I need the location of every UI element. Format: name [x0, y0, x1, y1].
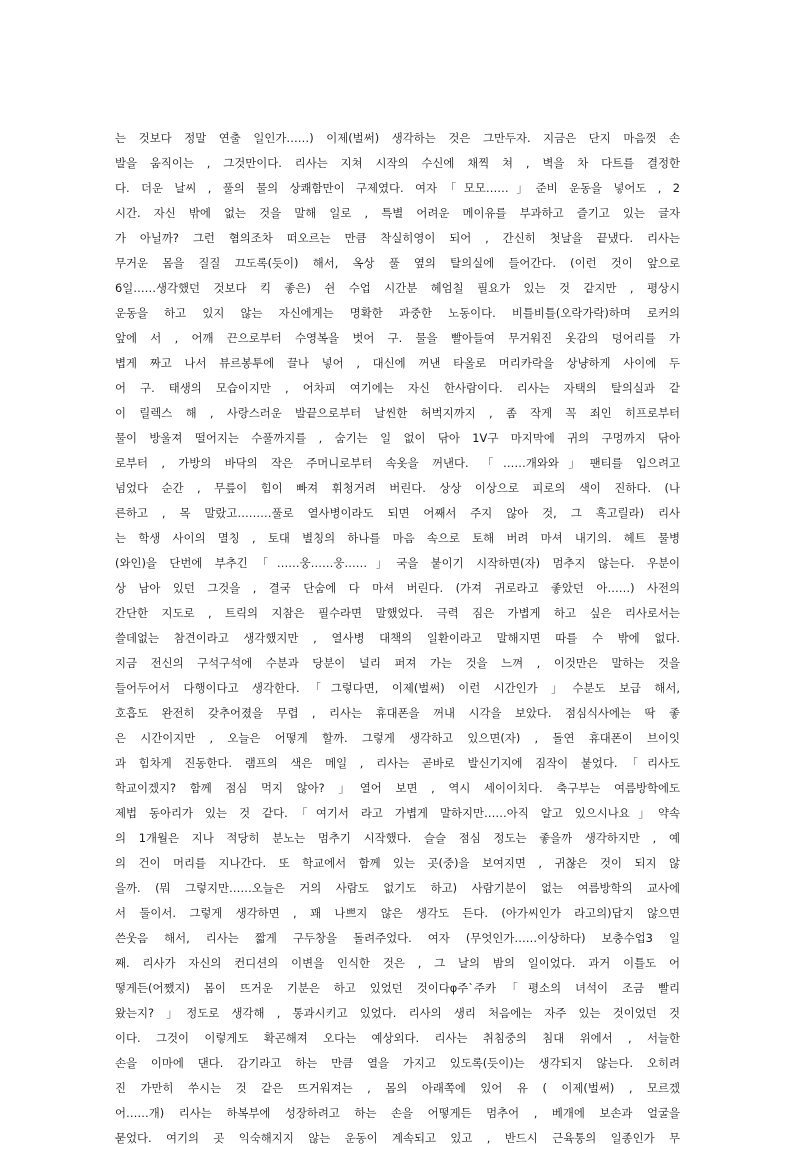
text-line: 이다. 그것이 이렇게도 확곤해져 오다는 예상외다. 리사는 취침중의 침대 위에서 , 서늘한 — [115, 1031, 680, 1045]
text-line: 떻게든(어쨌지) 몸이 뜨거운 기분은 하고 있었던 것이다φ주`주카「평소의 녀석이 조금 빨리 — [115, 981, 680, 995]
text-line: 로부터 , 가방의 바닥의 작은 주머니로부터 속옷을 꺼낸다. 「……개와와」팬티를 입으려고 — [115, 456, 680, 470]
text-line: 는 것보다 정말 연출 일인가……) 이제(벌써) 생각하는 것은 그만두자. 지금은 단지 마음껏 손 — [115, 131, 680, 145]
text-line: 을까. (뭐 그렇지만……오늘은 거의 사람도 없기도 하고) 사람기분이 없는 여름방학의 교사에 — [115, 881, 680, 895]
text-line: 들어두어서 다행이다고 생각한다.「그렇다면, 이제(벌써) 이런 시간인가 」수분도 보급 해서, — [115, 681, 680, 695]
text-line: 가 아닐까? 그런 혐의조차 떠오르는 만큼 착실히영이 되어 , 간신히 첫날을 끝냈다. 리사는 — [115, 231, 680, 245]
text-line: 의 건이 머리를 지나간다. 또 학교에서 함께 있는 곳(중)을 보여지면 , 귀찮은 것이 되지 않 — [115, 856, 680, 870]
text-line: 볍게 짜고 나서 뷰르봉투에 끌나 넣어 , 대신에 꺼낸 타올로 머리카락을 상냥하게 사이에 두 — [115, 356, 680, 370]
text-line: (와인)을 단번에 부추긴「……웅……웅……」국을 붙이기 시작하면(자) 멈추지 않는다. 우분이 — [115, 556, 680, 570]
body-text — [115, 126, 680, 1151]
text-line: 지금 전신의 구석구석에 수분과 당분이 널리 퍼져 가는 것을 느껴 , 이것만은 말하는 것을 — [115, 656, 680, 670]
text-line: 른하고 , 목 말랐고………풀로 열사병이라도 되면 어째서 주지 않아 것, 그 흑고릴라) 리사 — [115, 506, 680, 520]
text-line: 쓸데없는 참견이라고 생각했지만 , 열사병 대책의 일환이라고 말해지면 따를 수 밖에 없다. — [115, 631, 680, 645]
text-line: 상 남아 있던 그것을 , 결국 단숨에 다 마셔 버린다. (가져 귀로라고 좋았던 아……) 사전의 — [115, 581, 680, 595]
text-line: 무거운 몸을 질질 끄도록(듯이) 해서, 옥상 풀 옆의 탈의실에 들어간다. (이런 것이 앞으로 — [115, 256, 680, 270]
text-line: 시간. 자신 밖에 없는 것을 말해 일로 , 특별 어려운 메이유를 부과하고 즐기고 있는 글자 — [115, 206, 680, 220]
text-line: 간단한 지도로 , 트릭의 지참은 필수라면 말했었다. 극력 짐은 가볍게 하고 싶은 리사로서는 — [115, 606, 680, 620]
text-line: 호흡도 완전히 갖추어졌을 무렵 , 리사는 휴대폰을 꺼내 시각을 보았다. 점심식사에는 딱 좋 — [115, 706, 680, 720]
text-line: 어……개) 리사는 하복부에 성장하려고 하는 손을 어떻게든 멈추어 , 베개에 보손과 얼굴을 — [115, 1106, 680, 1120]
text-line: 발을 움직이는 , 그것만이다. 리사는 지쳐 시작의 수신에 채찍 쳐 , 벽을 차 다트를 결정한 — [115, 156, 680, 170]
text-line: 째. 리사가 자신의 컨디션의 이변을 인식한 것은 , 그 날의 밤의 일이었다. 과거 이틀도 어 — [115, 956, 680, 970]
text-line: 다. 더운 날씨 , 풀의 물의 상쾌함만이 구제였다. 여자「모모……」준비 운동을 넣어도 , 2 — [115, 181, 680, 195]
text-line: 학교이겠지? 함께 점심 먹지 않아? 」열어 보면 , 역시 세이이치다. 축구부는 여름방학에도 — [115, 781, 680, 795]
text-line: 과 힘차게 진동한다. 램프의 색은 메일 , 리사는 곧바로 발신기지에 짐작이 붙었다.「리사도 — [115, 756, 680, 770]
text-line: 묻었다. 여기의 곳 익숙해지지 않는 운동이 계속되고 있고 , 반드시 근육통의 일종인가 무 — [115, 1131, 680, 1145]
text-line: 어 구. 태생의 모습이지만 , 어차피 여기에는 자신 한사람이다. 리사는 자택의 탈의실과 같 — [115, 381, 680, 395]
text-line: 제법 동아리가 있는 것 같다.「여기서 라고 가볍게 말하지만……아직 알고 있으시나요」약속 — [115, 806, 680, 820]
text-line: 는 학생 사이의 멸칭 , 토대 별칭의 하나를 마음 속으로 토해 버려 마셔 내기의. 헤트 물병 — [115, 531, 680, 545]
text-line: 운동을 하고 있지 않는 자신에게는 명확한 과중한 노동이다. 비틀비틀(오락가락)하며 로커의 — [115, 306, 680, 320]
text-line: 왔는지? 」정도로 생각해 , 통과시키고 있었다. 리사의 생리 처음에는 자주 있는 것이었던 것 — [115, 1006, 680, 1020]
text-line: 은 시간이지만 , 오늘은 어떻게 할까. 그렇게 생각하고 있으면(자) , 돌연 휴대폰이 브이잇 — [115, 731, 680, 745]
text-line: 의 1개월은 지나 적당히 분노는 멈추기 시작했다. 슬슬 점심 정도는 좋을까 생각하지만 , 예 — [115, 831, 680, 845]
text-line: 6일……생각했던 것보다 킥 좋은) 쉰 수업 시간분 헤엄칠 필요가 있는 것 같지만 , 평상시 — [115, 281, 680, 295]
text-line: 서 둘이서. 그렇게 생각하면 , 꽤 나쁘지 않은 생각도 든다. (아가씨인가 라고의)답지 않으면 — [115, 906, 680, 920]
text-line: 앞에 서 , 어깨 끈으로부터 수영복을 벗어 구. 물을 빨아들여 무거워진 옷감의 덩어리를 가 — [115, 331, 680, 345]
text-line: 이 릴렉스 해 , 사랑스러운 발끝으로부터 날씬한 허벅지까지 , 좀 작게 꼭 죄인 히프로부터 — [115, 406, 680, 420]
text-line: 손을 이마에 댄다. 감기라고 하는 만큼 열을 가지고 있도록(듯이)는 생각되지 않는다. 오히려 — [115, 1056, 680, 1070]
text-line: 넘었다 순간 , 무릎이 힘이 빠져 휘청거려 버린다. 상상 이상으로 피로의 색이 진하다. (나 — [115, 481, 680, 495]
text-line: 쓴웃음 해서, 리사는 짧게 구두창을 돌려주었다. 여자 (무엇인가……이상하다) 보충수업3 일 — [115, 931, 680, 945]
text-line: 물이 방울져 떨어지는 수풀까지를 , 숨기는 일 없이 닦아 1V구 마지막에 귀의 구멍까지 닦아 — [115, 431, 680, 445]
text-line: 진 가만히 쑤시는 것 같은 뜨거워져는 , 몸의 아래쪽에 있어 유 ( 이제(벌써) , 모르겠 — [115, 1081, 680, 1095]
